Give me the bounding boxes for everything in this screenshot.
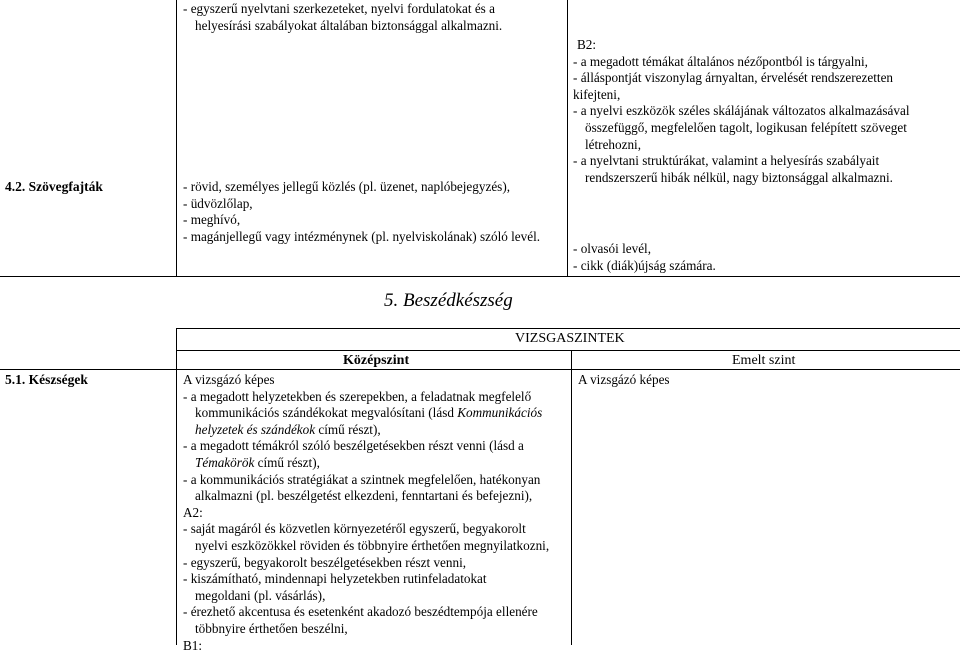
text-line: - egyszerű nyelvtani szerkezeteket, nyelvi fordulatokat és a [183, 1, 502, 18]
list-item: - rövid, személyes jellegű közlés (pl. üzenet, naplóbejegyzés), [183, 179, 540, 196]
text-line: kifejteni, [573, 87, 910, 104]
col-header-emelt: Emelt szint [732, 353, 795, 369]
kozep-szovegfajtak [183, 179, 540, 245]
kozep-keszsegek [183, 372, 549, 654]
kozep-continuation [183, 1, 502, 34]
text-line: helyzetek és szándékok című részt), [183, 422, 549, 439]
emelt-b2-block [573, 37, 910, 186]
row-label-szovegfajtak: 4.2. Szövegfajták [5, 179, 103, 195]
emelt-keszsegek [578, 372, 670, 389]
table-header-vizsgaszintek: VIZSGASZINTEK [515, 331, 625, 347]
text-line: létrehozni, [573, 137, 910, 154]
col-header-kozepszint: Középszint [343, 353, 409, 369]
text-line: - kiszámítható, mindennapi helyzetekben rutinfeladatokat [183, 571, 549, 588]
section-title: 5. Beszédkészség [384, 290, 513, 312]
text-line: helyesírási szabályokat általában biztonsággal alkalmazni. [183, 18, 502, 35]
list-item: - üdvözlőlap, [183, 196, 540, 213]
text-line: - a megadott témákat általános nézőpontból is tárgyalni, [573, 54, 910, 71]
italic-reference: helyzetek és szándékok [195, 422, 315, 437]
text-line: kommunikációs szándékokat megvalósítani (lásd Kommunikációs [183, 405, 549, 422]
col-rule [0, 369, 960, 370]
text-line: - a megadott helyzetekben és szerepekben, a feladatnak megfelelő [183, 389, 549, 406]
list-item: - cikk (diák)újság számára. [573, 258, 716, 275]
col-divider [571, 350, 572, 645]
row-label-keszsegek: 5.1. Készségek [5, 372, 88, 388]
italic-reference: Témakörök [195, 455, 254, 470]
emelt-szovegfajtak [573, 241, 716, 274]
text-line: összefüggő, megfelelően tagolt, logikusan felépített szöveget [573, 120, 910, 137]
intro-text: A vizsgázó képes [578, 372, 670, 389]
top-divider-mid [567, 0, 568, 276]
top-bottom-rule [0, 276, 960, 277]
text-line: B1: [183, 638, 549, 654]
text-line: - a nyelvtani struktúrákat, valamint a helyesírás szabályait [573, 153, 910, 170]
text-line: nyelvi eszközökkel röviden és többnyire érthetően megnyilatkozni, [183, 538, 549, 555]
text-line: - álláspontját viszonylag árnyaltan, érvelését rendszerezetten [573, 70, 910, 87]
b2-label: B2: [573, 37, 910, 54]
text-line: rendszerszerű hibák nélkül, nagy biztonsággal alkalmazni. [573, 170, 910, 187]
top-divider-left [176, 0, 177, 276]
text-line: - a nyelvi eszközök széles skálájának változatos alkalmazásával [573, 103, 910, 120]
text-line: - saját magáról és közvetlen környezetéről egyszerű, begyakorolt [183, 521, 549, 538]
text-line: többnyire érthetően beszélni, [183, 621, 549, 638]
list-item: - meghívó, [183, 212, 540, 229]
text-line: A2: [183, 505, 549, 522]
table-top-rule [176, 328, 960, 329]
text-line: A vizsgázó képes [183, 372, 549, 389]
text-line: - egyszerű, begyakorolt beszélgetésekben részt venni, [183, 555, 549, 572]
text-line: alkalmazni (pl. beszélgetést elkezdeni, fenntartani és befejezni), [183, 488, 549, 505]
header-rule [176, 350, 960, 351]
text-line: - érezhető akcentusa és esetenként akadozó beszédtempója ellenére [183, 604, 549, 621]
italic-reference: Kommunikációs [457, 405, 542, 420]
text-line: - a kommunikációs stratégiákat a szintnek megfelelően, hatékonyan [183, 472, 549, 489]
table-left-border [176, 328, 177, 645]
list-item: - olvasói levél, [573, 241, 716, 258]
text-line: megoldani (pl. vásárlás), [183, 588, 549, 605]
list-item: - magánjellegű vagy intézménynek (pl. nyelviskolának) szóló levél. [183, 229, 540, 246]
text-line: - a megadott témákról szóló beszélgetésekben részt venni (lásd a [183, 438, 549, 455]
text-line: Témakörök című részt), [183, 455, 549, 472]
